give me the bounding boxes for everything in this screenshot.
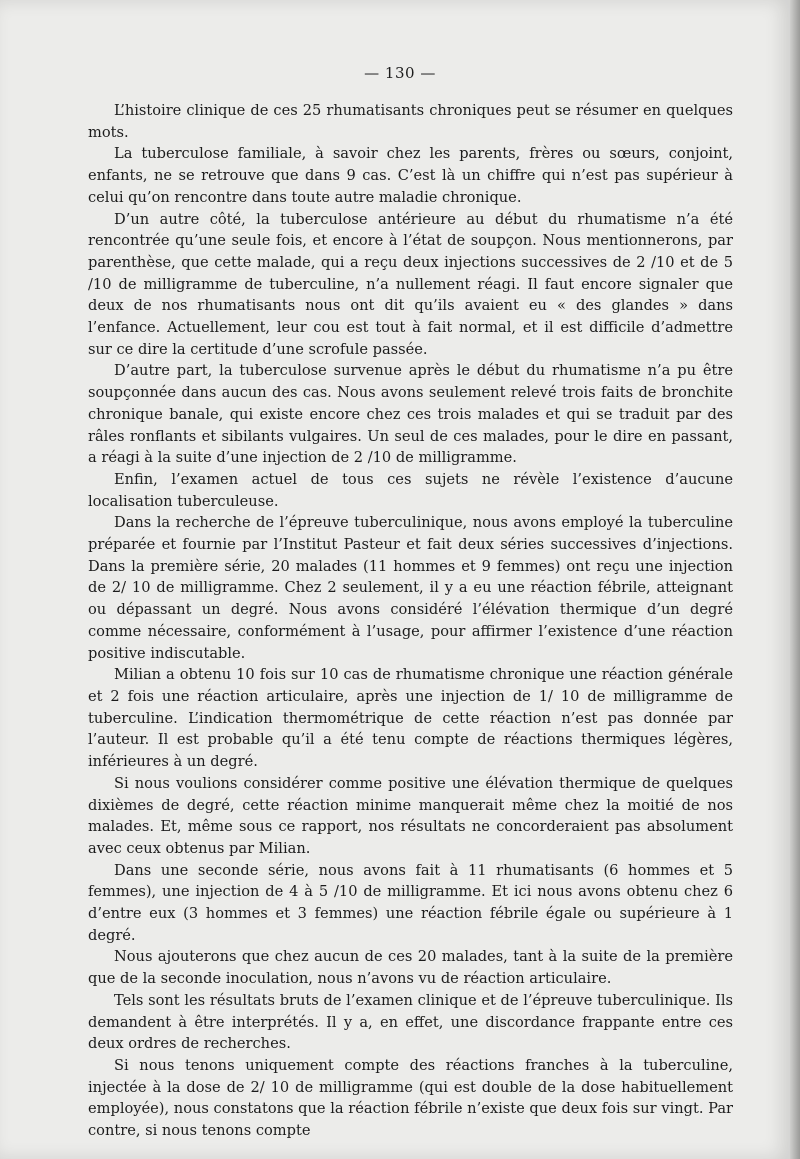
paragraph: L’histoire clinique de ces 25 rhumatisants chroniques peut se résumer en quelques mots.	[88, 102, 733, 141]
paragraph: Si nous tenons uniquement compte des réactions franches à la tuberculine, injectée à la dose de 2/ 10 de milligramme (qui est double de la dose habituellement employée), nous constatons que la réaction fébrile n’existe que deux fois sur vingt. Par contre, si nous tenons compte	[88, 1056, 733, 1140]
paragraph: Milian a obtenu 10 fois sur 10 cas de rhumatisme chronique une réaction générale et 2 fois une réaction articulaire, après une injection de 1/ 10 de milligramme de tuberculine. L’indication thermométrique de cette réaction n’est pas donnée par l’auteur. Il est probable qu’il a été tenu compte de réactions thermiques légères, inférieures à un degré.	[88, 666, 733, 771]
paragraph: Dans une seconde série, nous avons fait à 11 rhumatisants (6 hommes et 5 femmes), une injection de 4 à 5 /10 de milligramme. Et ici nous avons obtenu chez 6 d’entre eux (3 hommes et 3 femmes) une réaction fébrile égale ou supérieure à 1 degré.	[88, 861, 733, 944]
paragraph: Dans la recherche de l’épreuve tuberculinique, nous avons employé la tuberculine préparée et fournie par l’Institut Pasteur et fait deux séries successives d’injections. Dans la première série, 20 malades (11 hommes et 9 femmes) ont reçu une injection de 2/ 10 de milligramme. Chez 2 seulement, il y a eu une réaction fébrile, atteignant ou dépassant un degré. Nous avons considéré l’élévation thermique d’un degré comme nécessaire, conformément à l’usage, pour affirmer l’existence d’une réaction positive indiscutable.	[88, 514, 733, 662]
paragraph: D’autre part, la tuberculose survenue après le début du rhumatisme n’a pu être soupçonnée dans aucun des cas. Nous avons seulement relevé trois faits de bronchite chronique banale, qui existe encore chez ces trois malades et qui se traduit par des râles ronflants et sibilants vulgaires. Un seul de ces malades, pour le dire en passant, a réagi à la suite d’une injection de 2 /10 de milligramme.	[88, 362, 733, 467]
paragraph: La tuberculose familiale, à savoir chez les parents, frères ou sœurs, conjoint, enfants, ne se retrouve que dans 9 cas. C’est là un chiffre qui n’est pas supérieur à celui qu’on rencontre dans toute autre maladie chronique.	[88, 145, 733, 206]
paragraph: Nous ajouterons que chez aucun de ces 20 malades, tant à la suite de la première que de la seconde inoculation, nous n’avons vu de réaction articulaire.	[88, 948, 733, 988]
body-text	[88, 100, 733, 1142]
page-number: — 130 —	[364, 64, 436, 82]
paragraph: Tels sont les résultats bruts de l’examen clinique et de l’épreuve tuberculinique. Ils demandent à être interprétés. Il y a, en effet, une discordance frappante entre ces deux ordres de recherches.	[88, 991, 733, 1053]
paragraph: Enfin, l’examen actuel de tous ces sujets ne révèle l’existence d’aucune localisation tuberculeuse.	[88, 470, 733, 510]
paragraph: Si nous voulions considérer comme positive une élévation thermique de quelques dixièmes de degré, cette réaction minime manquerait même chez la moitié de nos malades. Et, même sous ce rapport, nos résultats ne concorderaient pas absolument avec ceux obtenus par Milian.	[88, 774, 733, 857]
page-edge-shadow	[790, 0, 800, 1159]
paragraph: D’un autre côté, la tuberculose antérieure au début du rhumatisme n’a été rencontrée qu’une seule fois, et encore à l’état de soupçon. Nous mentionnerons, par parenthèse, que cette malade, qui a reçu deux injections successives de 2 /10 et de 5 /10 de milligramme de tuberculine, n’a nullement réagi. Il faut encore signaler que deux de nos rhumatisants nous ont dit qu’ils avaient eu « des glandes » dans l’enfance. Actuellement, leur cou est tout à fait normal, et il est difficile d’admettre sur ce dire la certitude d’une scrofule passée.	[88, 210, 733, 358]
